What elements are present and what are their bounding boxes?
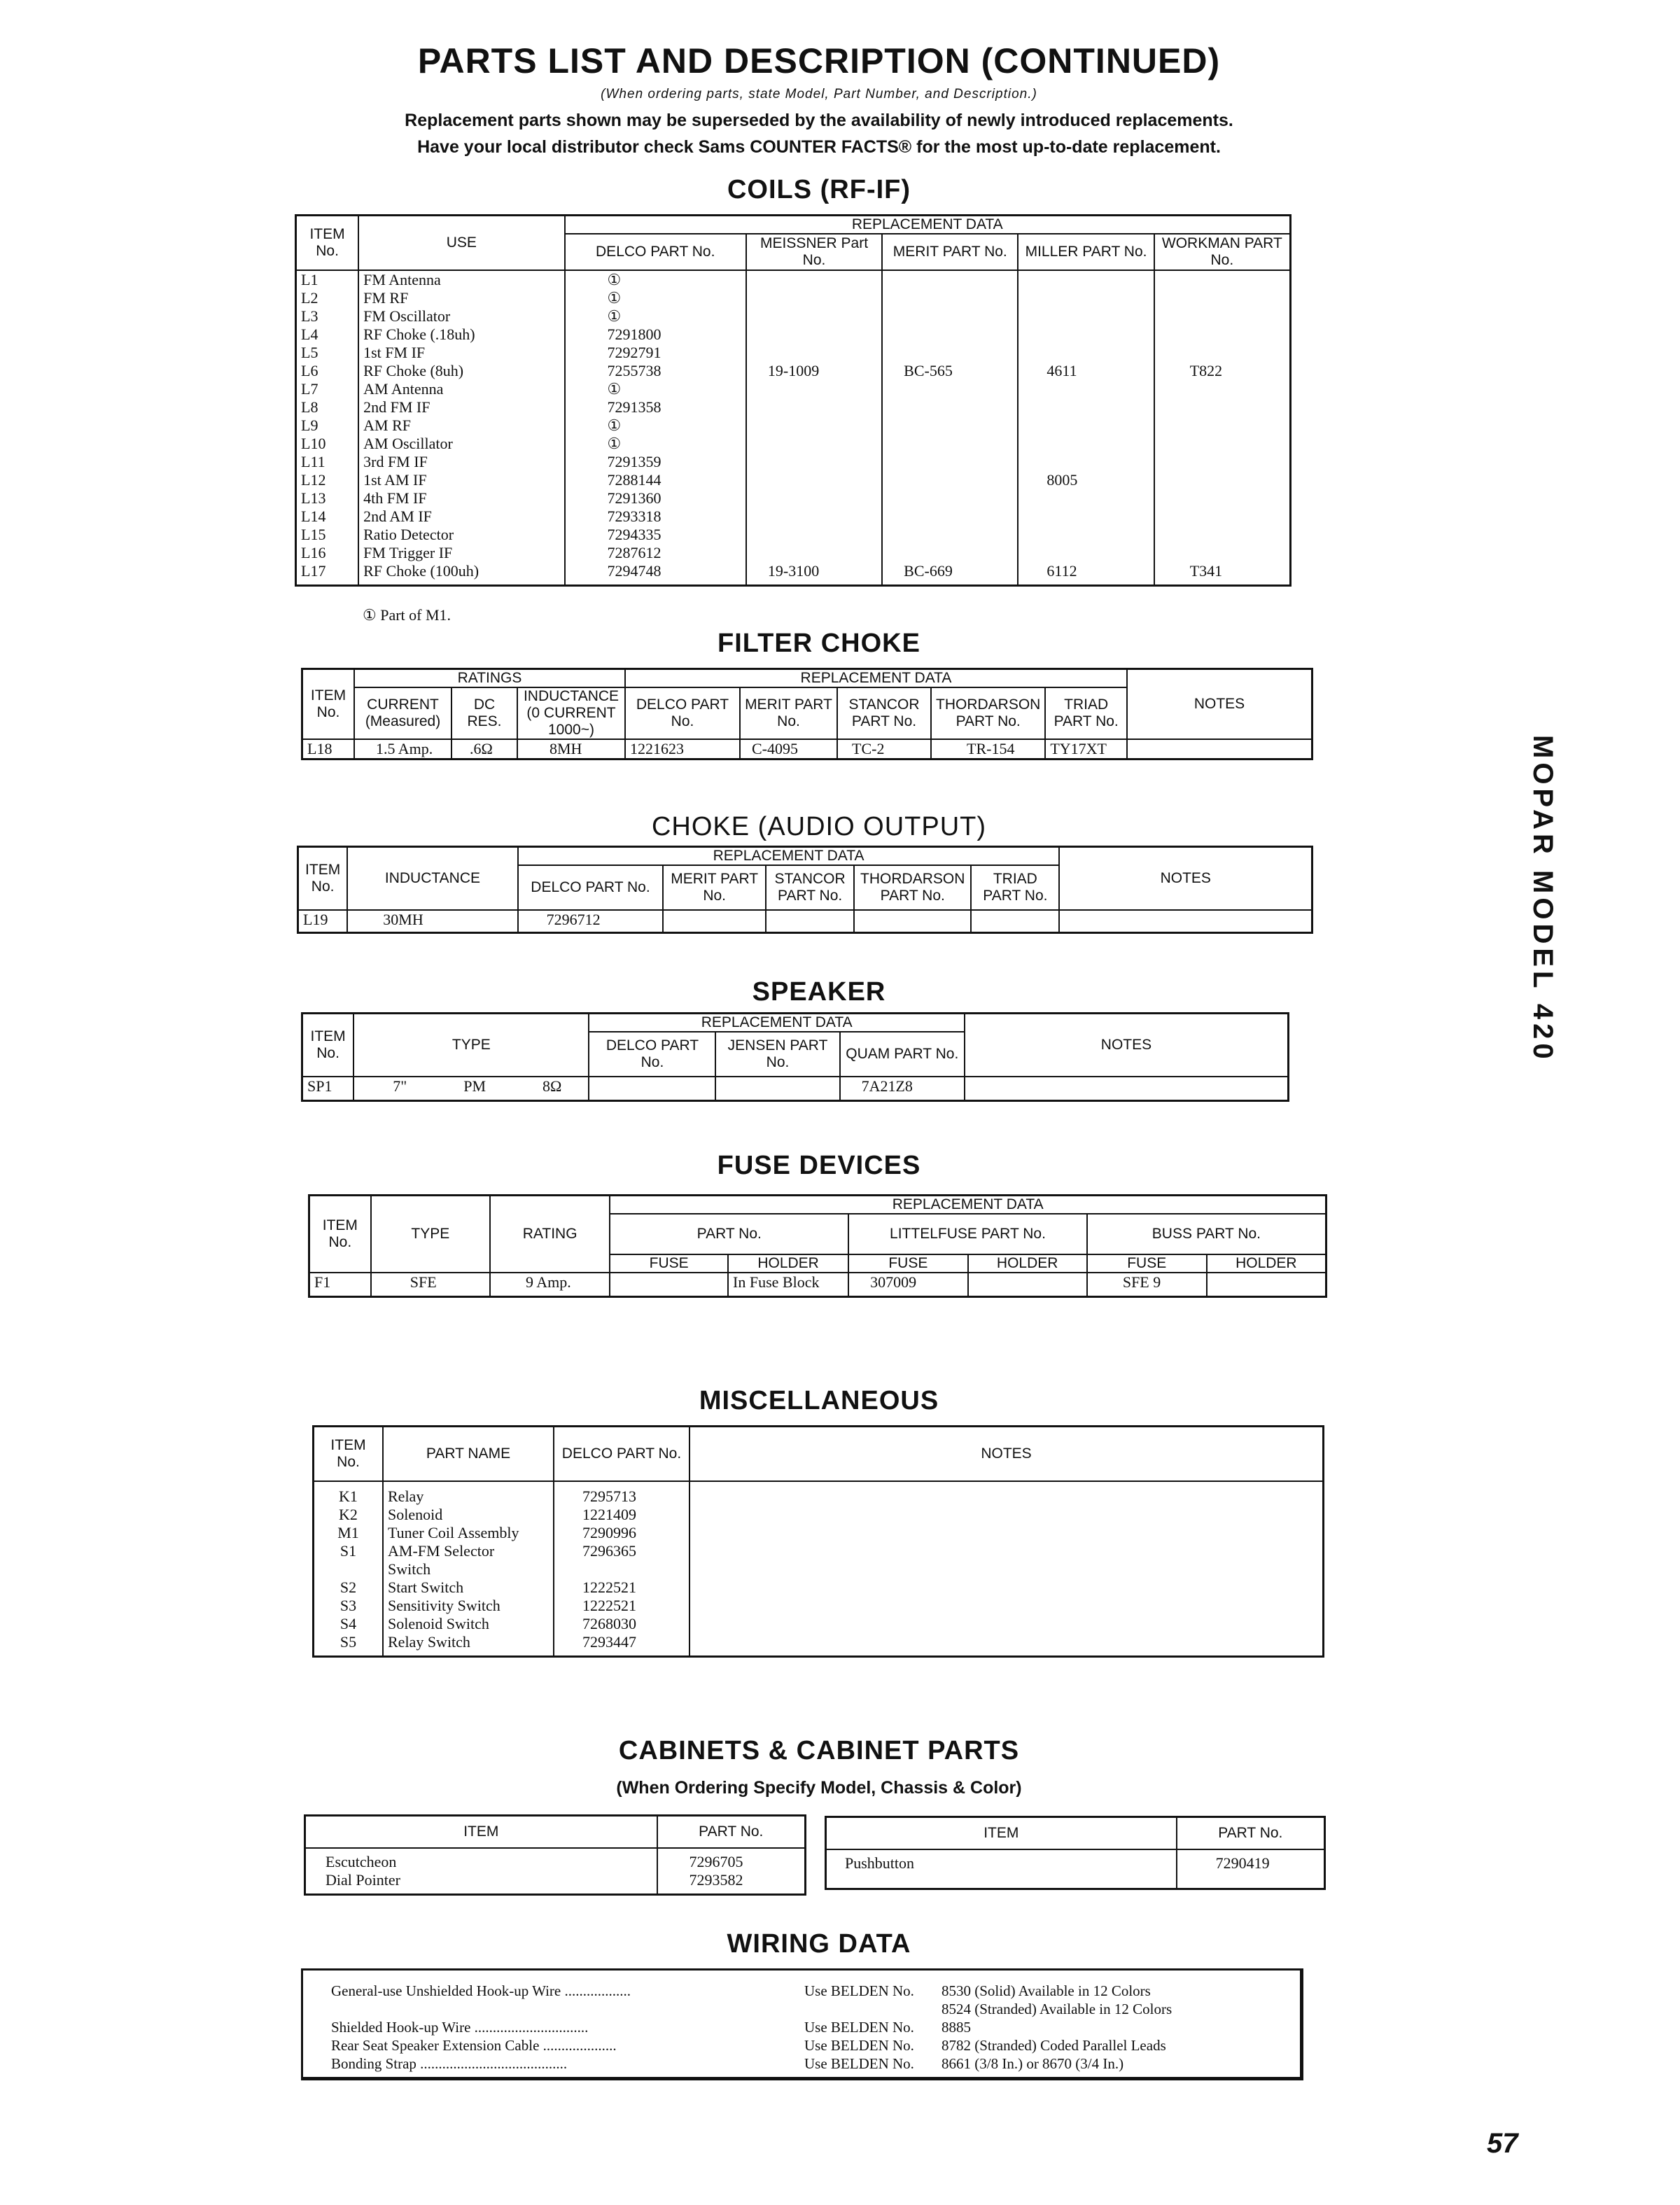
wiring-title: WIRING DATA <box>727 1929 911 1959</box>
fc-inductance: 8MH <box>517 739 625 760</box>
fc-delco: 1221623 <box>625 739 740 760</box>
fc-stancor: TC-2 <box>837 739 931 760</box>
coils-header-meissner: MEISSNER Part No. <box>746 234 882 270</box>
sp-header-quam: QUAM PART No. <box>840 1032 965 1077</box>
misc-item-column: K1 K2 M1 S1 S2 S3 S4 S5 <box>314 1481 384 1657</box>
speaker-title: SPEAKER <box>752 977 886 1007</box>
fc-header-ratings: RATINGS <box>354 669 625 688</box>
misc-name-column: Relay Solenoid Tuner Coil Assembly AM-FM Selector Switch Start Switch Sensitivity Switch Solenoid Switch Relay Switch <box>383 1481 554 1657</box>
sp-header-replacement: REPLACEMENT DATA <box>589 1014 964 1032</box>
ca-header-notes: NOTES <box>1059 847 1312 911</box>
fuse-item: F1 <box>309 1273 371 1296</box>
cab-left-parts: 7296705 7293582 <box>657 1848 806 1895</box>
fc-current: 1.5 Amp. <box>354 739 451 760</box>
fuse-header-fuse: FUSE <box>610 1254 728 1273</box>
fuse-header-holder: HOLDER <box>728 1254 848 1273</box>
coils-merit-column: BC-565 BC-669 <box>882 270 1018 586</box>
fuse-rating: 9 Amp. <box>490 1273 610 1296</box>
cabinets-subtitle: (When Ordering Specify Model, Chassis & Color) <box>616 1778 1022 1798</box>
misc-delco-column: 7295713 1221409 7290996 7296365 1222521 1222521 7268030 7293447 <box>554 1481 690 1657</box>
sp-impedance: 8Ω <box>542 1077 562 1095</box>
sp-header-jensen: JENSEN PART No. <box>715 1032 839 1077</box>
fc-header-replacement: REPLACEMENT DATA <box>625 669 1127 688</box>
cab-right-header-part: PART No. <box>1177 1817 1325 1850</box>
coils-miller-column: 4611 8005 6112 <box>1018 270 1154 586</box>
coils-header-item: ITEM No. <box>296 216 359 271</box>
fuse-header-littelfuse: LITTELFUSE PART No. <box>848 1214 1087 1254</box>
misc-header-name: PART NAME <box>383 1427 554 1482</box>
fc-header-triad: TRIAD PART No. <box>1045 687 1127 739</box>
sp-header-notes: NOTES <box>965 1014 1289 1077</box>
fuse-header-replacement: REPLACEMENT DATA <box>610 1196 1326 1214</box>
coils-table <box>295 214 1292 587</box>
fc-item: L18 <box>302 739 355 760</box>
side-label: MOPAR MODEL 420 <box>1527 735 1558 1063</box>
ca-header-stancor: STANCOR PART No. <box>766 865 854 910</box>
supersede-note: Replacement parts shown may be superseded by the availability of newly introduced replacements. <box>405 111 1233 130</box>
cabinets-title: CABINETS & CABINET PARTS <box>618 1736 1020 1765</box>
fuse-header-rating: RATING <box>490 1196 610 1273</box>
fc-header-thordarson: THORDARSON PART No. <box>931 687 1045 739</box>
coils-item-column: L1 L2 L3 L4 L5 L6 L7 L8 L9 L10 L11 L12 L13 L14 L15 L16 L17 <box>296 270 359 586</box>
cab-right-parts: 7290419 <box>1177 1849 1325 1889</box>
coils-header-replacement: REPLACEMENT DATA <box>565 216 1291 234</box>
counter-facts-note: Have your local distributor check Sams COUNTER FACTS® for the most up-to-date replacement. <box>417 137 1221 157</box>
ca-header-thordarson: THORDARSON PART No. <box>854 865 971 910</box>
lf-header-holder: HOLDER <box>968 1254 1087 1273</box>
fuse-table <box>308 1194 1327 1298</box>
cabinets-left-table <box>304 1814 806 1896</box>
sp-header-delco: DELCO PART No. <box>589 1032 715 1077</box>
coils-workman-column: T822 T341 <box>1154 270 1291 586</box>
buss-header-fuse: FUSE <box>1087 1254 1207 1273</box>
wiring-descriptions: General-use Unshielded Hook-up Wire .................. Shielded Hook-up Wire ............................... Rear Seat Speaker Extension Cable .................... Bonding Strap ........................................ <box>331 1982 631 2072</box>
page-title: PARTS LIST AND DESCRIPTION (CONTINUED) <box>417 41 1221 80</box>
choke-audio-table <box>297 846 1313 934</box>
cab-right-header-item: ITEM <box>826 1817 1177 1850</box>
ca-inductance: 30MH <box>347 910 517 932</box>
fuse-header-item: ITEM No. <box>309 1196 371 1273</box>
ordering-note: (When ordering parts, state Model, Part Number, and Description.) <box>601 87 1037 102</box>
fc-header-inductance: INDUCTANCE (0 CURRENT 1000~) <box>517 687 625 739</box>
ca-header-item: ITEM No. <box>298 847 348 911</box>
fuse-title: FUSE DEVICES <box>717 1151 921 1180</box>
misc-header-delco: DELCO PART No. <box>554 1427 690 1482</box>
misc-table <box>312 1425 1324 1658</box>
coils-use-column: FM Antenna FM RF FM Oscillator RF Choke (.18uh) 1st FM IF RF Choke (8uh) AM Antenna 2nd FM IF AM RF AM Oscillator 3rd FM IF 1st AM IF 4th FM IF 2nd AM IF Ratio Detector FM Trigger IF RF Choke (100uh) <box>358 270 564 586</box>
coils-meissner-column: 19-1009 19-3100 <box>746 270 882 586</box>
ca-header-replacement: REPLACEMENT DATA <box>518 847 1060 866</box>
misc-header-notes: NOTES <box>690 1427 1324 1482</box>
fc-header-merit: MERIT PART No. <box>740 687 837 739</box>
buss-fuse: SFE 9 <box>1087 1273 1207 1296</box>
sp-quam: 7A21Z8 <box>840 1077 965 1100</box>
fc-dcres: .6Ω <box>451 739 517 760</box>
ca-header-inductance: INDUCTANCE <box>347 847 517 911</box>
cabinets-right-table <box>825 1816 1326 1890</box>
fc-header-current: CURRENT (Measured) <box>354 687 451 739</box>
sp-item: SP1 <box>302 1077 354 1100</box>
ca-header-delco: DELCO PART No. <box>518 865 664 910</box>
lf-header-fuse: FUSE <box>848 1254 967 1273</box>
sp-kind: PM <box>463 1077 486 1095</box>
ca-item: L19 <box>298 910 348 932</box>
cab-right-items: Pushbutton <box>826 1849 1177 1889</box>
coils-header-use: USE <box>358 216 564 271</box>
fc-header-stancor: STANCOR PART No. <box>837 687 931 739</box>
fc-triad: TY17XT <box>1045 739 1127 760</box>
fuse-holder: In Fuse Block <box>728 1273 848 1296</box>
ca-header-triad: TRIAD PART No. <box>971 865 1059 910</box>
fc-notes <box>1127 739 1312 760</box>
coils-header-workman: WORKMAN PART No. <box>1154 234 1291 270</box>
speaker-table <box>301 1012 1289 1102</box>
coils-header-merit: MERIT PART No. <box>882 234 1018 270</box>
page-number: 57 <box>1487 2128 1518 2159</box>
coils-delco-column: ① ① ① 7291800 7292791 7255738 ① 7291358 ① ① 7291359 7288144 7291360 7293318 7294335 7287612 7294748 <box>565 270 746 586</box>
lf-fuse: 307009 <box>848 1273 967 1296</box>
fuse-header-type: TYPE <box>371 1196 490 1273</box>
fuse-header-buss: BUSS PART No. <box>1087 1214 1326 1254</box>
fuse-header-partno: PART No. <box>610 1214 848 1254</box>
cab-left-header-item: ITEM <box>305 1816 657 1849</box>
wiring-box <box>301 1968 1303 2080</box>
coils-title: COILS (RF-IF) <box>727 175 911 204</box>
buss-header-holder: HOLDER <box>1207 1254 1326 1273</box>
misc-title: MISCELLANEOUS <box>699 1386 939 1415</box>
ca-header-merit: MERIT PART No. <box>663 865 766 910</box>
sp-header-item: ITEM No. <box>302 1014 354 1077</box>
filter-choke-table <box>301 668 1313 760</box>
wiring-belden-labels: Use BELDEN No. Use BELDEN No. Use BELDEN No. Use BELDEN No. <box>804 1982 914 2072</box>
fc-header-dcres: DC RES. <box>451 687 517 739</box>
fc-header-item: ITEM No. <box>302 669 355 740</box>
coils-footnote: ① Part of M1. <box>363 606 451 624</box>
coils-header-delco: DELCO PART No. <box>565 234 746 270</box>
cab-left-items: Escutcheon Dial Pointer <box>305 1848 657 1895</box>
ca-delco: 7296712 <box>518 910 664 932</box>
fuse-type: SFE <box>371 1273 490 1296</box>
fc-header-notes: NOTES <box>1127 669 1312 740</box>
choke-audio-title: CHOKE (AUDIO OUTPUT) <box>651 812 987 841</box>
sp-header-type: TYPE <box>354 1014 589 1077</box>
fc-header-delco: DELCO PART No. <box>625 687 740 739</box>
filter-choke-title: FILTER CHOKE <box>718 629 920 658</box>
wiring-values: 8530 (Solid) Available in 12 Colors 8524 (Stranded) Available in 12 Colors 8885 8782 (Stranded) Coded Parallel Leads 8661 (3/8 In.) or 8670 (3/4 In.) <box>941 1982 1172 2072</box>
coils-header-miller: MILLER PART No. <box>1018 234 1154 270</box>
fc-merit: C-4095 <box>740 739 837 760</box>
fc-thordarson: TR-154 <box>931 739 1045 760</box>
sp-size: 7" <box>393 1077 407 1095</box>
cab-left-header-part: PART No. <box>657 1816 806 1849</box>
misc-header-item: ITEM No. <box>314 1427 384 1482</box>
